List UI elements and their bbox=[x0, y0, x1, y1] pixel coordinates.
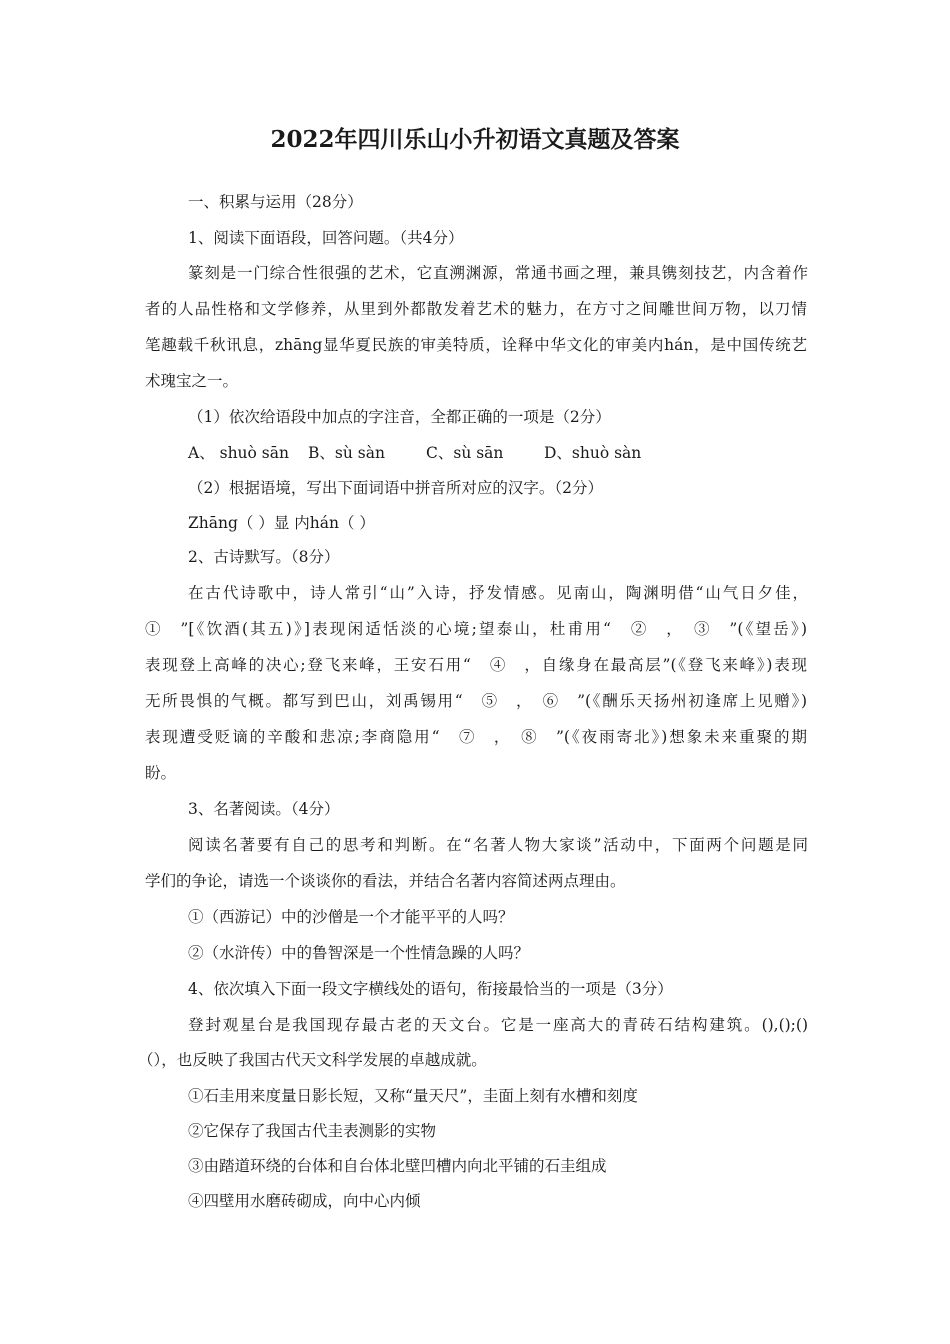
q2-para-line: 无所畏惧的气概。都写到巴山，刘禹锡用“ ⑤ ， ⑥ ”(《酬乐天扬州初逢席上见赠》) bbox=[145, 692, 807, 710]
q3-item: ①（西游记）中的沙僧是一个才能平平的人吗？ bbox=[188, 908, 514, 926]
q1-heading: 1、阅读下面语段，回答问题。（共4分） bbox=[188, 229, 464, 247]
q3-para-line: 学们的争论，请选一个谈谈你的看法，并结合名著内容简述两点理由。 bbox=[145, 872, 626, 890]
q1-sub2: （2）根据语境，写出下面词语中拼音所对应的汉字。（2分） bbox=[188, 479, 603, 497]
q2-para-line: ① ”[《饮酒(其五)》]表现闲适恬淡的心境;望泰山，杜甫用“ ② ， ③ ”(《望岳》) bbox=[145, 620, 807, 638]
q2-heading: 2、古诗默写。（8分） bbox=[188, 548, 340, 566]
document-title: 2022年四川乐山小升初语文真题及答案 bbox=[270, 126, 680, 153]
q1-para-line: 术瑰宝之一。 bbox=[145, 372, 239, 390]
option-c: C、sù sān bbox=[426, 444, 504, 462]
q3-heading: 3、名著阅读。（4分） bbox=[188, 800, 340, 818]
q1-sub1: （1）依次给语段中加点的字注音，全都正确的一项是（2分） bbox=[188, 408, 611, 426]
q4-heading: 4、依次填入下面一段文字横线处的语句，衔接最恰当的一项是（3分） bbox=[188, 980, 673, 998]
q1-para-line: 篆刻是一门综合性很强的艺术，它直溯渊源，常通书画之理，兼具镌刻技艺，内含着作 bbox=[188, 264, 808, 282]
q2-para-line: 在古代诗歌中，诗人常引“山”入诗，抒发情感。见南山，陶渊明借“山气日夕佳， bbox=[188, 584, 808, 602]
q4-item: ①石圭用来度量日影长短，又称“量天尺”，圭面上刻有水槽和刻度 bbox=[188, 1087, 638, 1105]
q1-options bbox=[188, 442, 808, 464]
option-a: A、 shuò sān bbox=[188, 444, 289, 462]
q1-sub2-blank: Zhāng（ ）显 内hán（ ） bbox=[188, 514, 375, 532]
q4-item: ③由踏道环绕的台体和自台体北壁凹槽内向北平铺的石圭组成 bbox=[188, 1157, 607, 1175]
q1-para-line: 者的人品性格和文学修养，从里到外都散发着艺术的魅力，在方寸之间雕世间万物，以刀情 bbox=[145, 300, 807, 318]
q3-item: ②（水浒传）中的鲁智深是一个性情急躁的人吗？ bbox=[188, 944, 530, 962]
q4-item: ②它保存了我国古代圭表测影的实物 bbox=[188, 1122, 437, 1140]
q4-para-line: 登封观星台是我国现存最古老的天文台。它是一座高大的青砖石结构建筑。(),();() bbox=[188, 1016, 808, 1034]
option-d: D、shuò sàn bbox=[544, 444, 642, 462]
section-heading: 一、积累与运用（28分） bbox=[188, 193, 363, 211]
q2-para-line: 表现遭受贬谪的辛酸和悲凉;李商隐用“ ⑦ ， ⑧ ”(《夜雨寄北》)想象未来重聚的期 bbox=[145, 728, 807, 746]
q4-item: ④四壁用水磨砖砌成，向中心内倾 bbox=[188, 1192, 421, 1210]
option-b: B、sù sàn bbox=[308, 444, 385, 462]
q2-para-line: 表现登上高峰的决心;登飞来峰，王安石用“ ④ ，自缘身在最高层”(《登飞来峰》)表现 bbox=[145, 656, 807, 674]
q1-para-line: 笔趣载千秋讯息，zhāng显华夏民族的审美特质，诠释中华文化的审美内hán，是中国传统艺 bbox=[145, 336, 807, 354]
q4-para-line: （），也反映了我国古代天文科学发展的卓越成就。 bbox=[138, 1051, 487, 1069]
q2-para-line: 盼。 bbox=[145, 764, 177, 782]
q3-para-line: 阅读名著要有自己的思考和判断。在“名著人物大家谈”活动中，下面两个问题是同 bbox=[188, 836, 808, 854]
